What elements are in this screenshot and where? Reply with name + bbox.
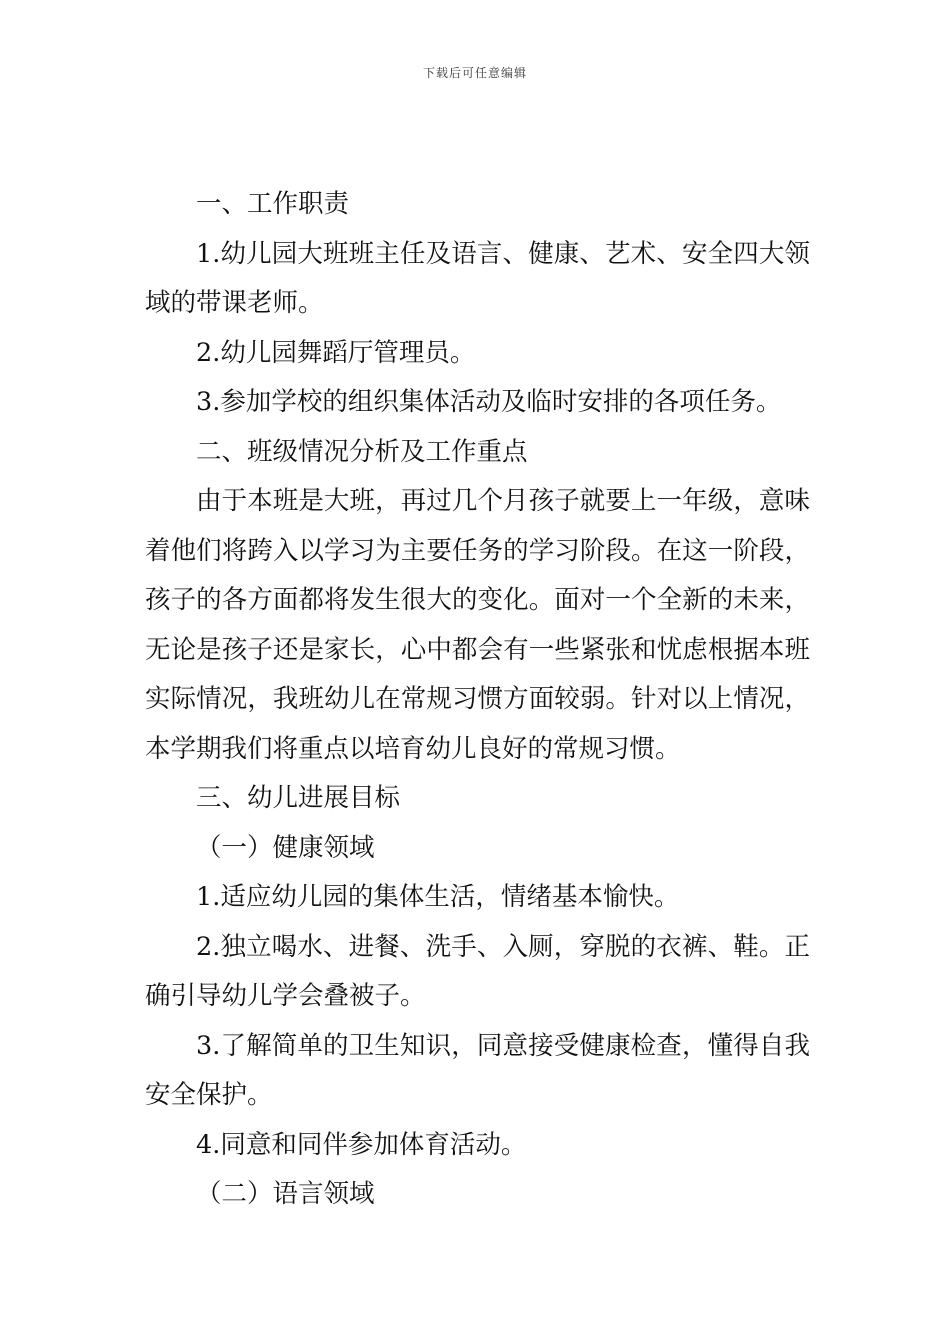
subsection-heading-health: （一）健康领域 [196,832,375,863]
class-analysis-paragraph: 由于本班是大班，再过几个月孩子就要上一年级，意味着他们将跨入以学习为主要任务的学习阶段。在这一阶段，孩子的各方面都将发生很大的变化。面对一个全新的未来，无论是孩子还是家长，心中都会有一些紧张和忧虑根据本班实际情况，我班幼儿在常规习惯方面较弱。针对以上情况，本学期我们将重点以培育幼儿良好的常规习惯。 [145,486,810,764]
section-heading-goals: 三、幼儿进展目标 [196,783,401,813]
section-heading-duties: 一、工作职责 [196,189,350,219]
duty-item-3: 3.参加学校的组织集体活动及临时安排的各项任务。 [196,387,782,417]
health-goal-2: 2.独立喝水、进餐、洗手、入厕，穿脱的衣裤、鞋。正确引导幼儿学会叠被子。 [145,931,810,1011]
duty-item-2: 2.幼儿园舞蹈厅管理员。 [196,337,476,368]
document-body [145,180,810,1220]
subsection-heading-language: （二）语言领域 [196,1179,375,1209]
health-goal-1: 1.适应幼儿园的集体生活，情绪基本愉快。 [196,882,680,912]
health-goal-3: 3.了解简单的卫生知识，同意接受健康检查，懂得自我安全保护。 [145,1030,810,1110]
page-header: 下载后可任意编辑 [422,66,527,80]
section-heading-class-analysis: 二、班级情况分析及工作重点 [196,436,528,467]
duty-item-1: 1.幼儿园大班班主任及语言、健康、艺术、安全四大领域的带课老师。 [145,238,810,318]
health-goal-4: 4.同意和同伴参加体育活动。 [196,1129,527,1160]
